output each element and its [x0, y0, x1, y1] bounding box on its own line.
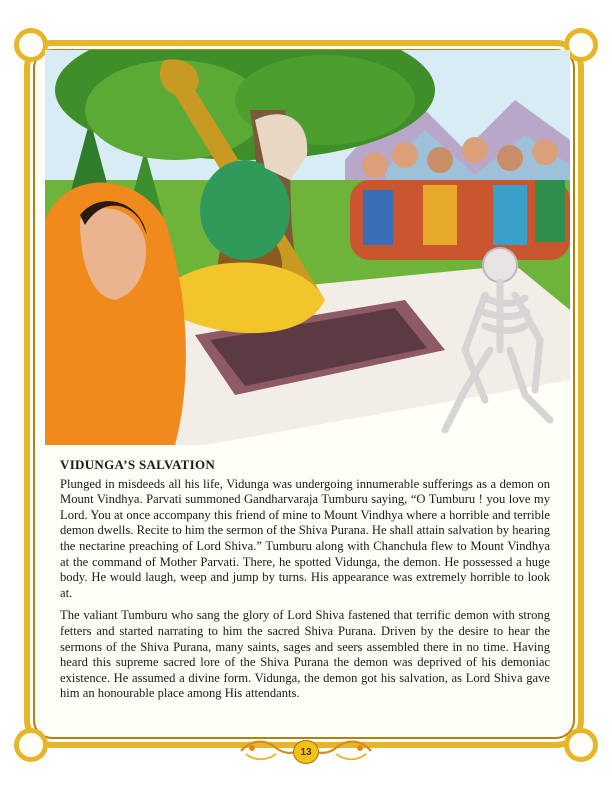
- story-paragraph: Plunged in misdeeds all his life, Vidunga was undergoing innumerable sufferings as a demon on Mount Vindhya. Parvati summoned Gandharvaraja Tumburu saying, “O Tumburu ! you love my Lord. You at once accompany this friend of mine to Mount Vindhya where a horrible and terrible demon dwells. Recite to him the sermon of the Shiva Purana. He shall attain salvation by hearing the nectarine preaching of Lord Shiva.” Tumburu along with Chanchula flew to Mount Vindhya at the command of Mother Parvati. There, he spotted Vidunga, the demon. He possessed a huge body. He would laugh, weep and jump by turns. His appearance was extremely horrible to look at.: [60, 476, 550, 600]
- story-paragraph: The valiant Tumburu who sang the glory of Lord Shiva fastened that terrific demon with strong fetters and started narrating to him the sacred Shiva Purana. Driven by the desire to hear the sermons of the Shiva Purana, many saints, sages and seers assembled there in no time. Having heard this supreme sacred lore of the Shiva Purana the demon was deprived of his demoniac existence. He assumed a divine form. Vidunga, the demon got his salvation, as Lord Shiva gave him an honourable place among His attendants.: [60, 608, 550, 701]
- frame-corner-ornament: [564, 728, 598, 762]
- frame-corner-ornament: [14, 28, 48, 62]
- frame-corner-ornament: [14, 728, 48, 762]
- illustration-scene: [45, 50, 570, 445]
- story-heading: VIDUNGA’S SALVATION: [60, 457, 216, 472]
- page-number: 13: [293, 740, 319, 764]
- story-text: [60, 457, 550, 709]
- chanchula-figure: [45, 183, 186, 446]
- story-illustration: [45, 50, 570, 445]
- page-footer-ornament: [236, 736, 376, 766]
